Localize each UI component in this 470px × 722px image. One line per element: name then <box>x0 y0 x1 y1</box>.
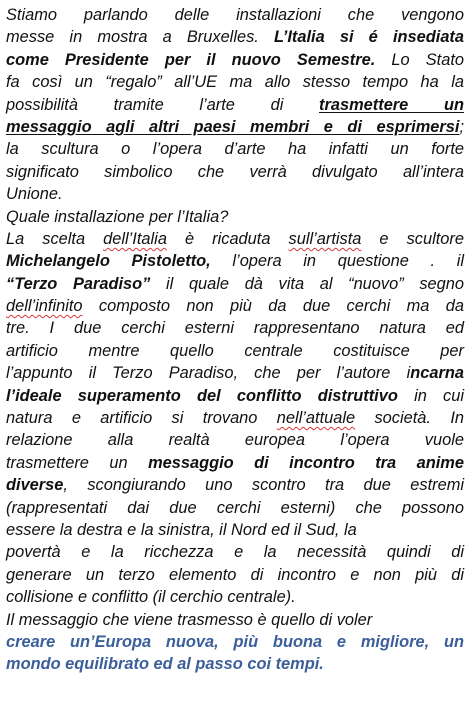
bold-text: diverse <box>6 476 64 495</box>
text-segment: società. In <box>355 409 464 428</box>
text-line <box>6 295 464 317</box>
text-segment: , scongiurando uno scontro tra due estremi <box>63 476 464 495</box>
text-line <box>6 340 464 362</box>
text-segment: artificio mentre quello centrale costituisce per <box>6 341 464 360</box>
text-segment: la scultura o l’opera d’arte ha infatti un forte <box>6 140 464 159</box>
text-segment: Stiamo parlando delle installazioni che vengono <box>6 6 464 24</box>
text-line <box>6 94 464 116</box>
text-line <box>6 138 464 160</box>
text-line <box>6 429 464 451</box>
text-line <box>6 497 464 519</box>
bold-underlined-text: trasmettere un <box>319 95 464 114</box>
text-line <box>6 586 464 608</box>
bold-text: “Terzo Paradiso” <box>6 274 151 293</box>
bold-text: Michelangelo Pistoletto, <box>6 252 211 271</box>
text-line <box>6 474 464 496</box>
text-line <box>6 541 464 563</box>
bold-text: come Presidente per il nuovo Semestre. <box>6 50 376 69</box>
text-segment: l’appunto il Terzo Paradiso, che per l’autore i <box>6 364 411 383</box>
text-line <box>6 250 464 272</box>
spellcheck-flagged-word: dell’Italia <box>103 229 167 248</box>
bold-text: messaggio di incontro tra anime <box>148 453 464 472</box>
text-segment: ; <box>459 117 465 136</box>
text-line <box>6 564 464 586</box>
text-segment: fa così un “regalo” all’UE ma allo stesso tempo ha la <box>6 73 464 92</box>
text-segment: e scultore <box>361 229 464 248</box>
highlighted-conclusion: mondo equilibrato ed al passo coi tempi. <box>6 655 324 674</box>
text-line <box>6 407 464 429</box>
text-segment: in cui <box>397 386 464 405</box>
text-line <box>6 49 464 71</box>
text-segment: Il messaggio che viene trasmesso è quello di voler <box>6 610 373 629</box>
bold-underlined-text: messaggio agli altri paesi membri e di esprimersi <box>6 117 460 136</box>
text-line <box>6 273 464 295</box>
text-segment: collisione e conflitto (il cerchio centrale). <box>6 588 296 607</box>
text-segment: (rappresentati dai due cerchi esterni) che possono <box>6 498 464 517</box>
text-line <box>6 71 464 93</box>
text-segment: Unione. <box>6 185 63 204</box>
spellcheck-flagged-word: sull’artista <box>288 229 362 248</box>
highlighted-conclusion: creare un’Europa nuova, più buona e migliore, un <box>6 632 464 651</box>
text-segment: Lo Stato <box>375 50 464 69</box>
text-segment: relazione alla realtà europea l’opera vuole <box>6 431 464 450</box>
text-segment: trasmettere un <box>6 453 149 472</box>
article-body <box>6 4 464 676</box>
text-segment: il quale dà vita al “nuovo” segno <box>150 274 464 293</box>
text-line <box>6 26 464 48</box>
text-segment: essere la destra e la sinistra, il Nord ed il Sud, la <box>6 520 357 539</box>
text-segment: possibilità tramite l’arte di <box>6 95 320 114</box>
text-segment: povertà e la ricchezza e la necessità quindi di <box>6 543 464 562</box>
text-line <box>6 183 464 205</box>
text-segment: è ricaduta <box>166 229 289 248</box>
highlight-line <box>6 653 464 675</box>
text-segment: tre. I due cerchi esterni rappresentano natura ed <box>6 319 464 338</box>
bold-text: l’ideale superamento del conflitto distruttivo <box>6 386 398 405</box>
spellcheck-flagged-word: dell’infinito <box>6 297 83 316</box>
text-segment: natura e artificio si trovano <box>6 409 277 428</box>
text-segment: significato simbolico che verrà divulgato all’intera <box>6 162 464 181</box>
text-segment: La scelta <box>6 229 104 248</box>
text-segment: generare un terzo elemento di incontro e non più di <box>6 565 464 584</box>
section-question <box>6 206 464 228</box>
bold-text: L’Italia si é insediata <box>274 28 465 47</box>
text-line <box>6 609 464 631</box>
text-segment: l’opera in questione . il <box>210 252 464 271</box>
text-line <box>6 452 464 474</box>
text-line <box>6 362 464 384</box>
text-segment: messe in mostra a Bruxelles. <box>6 28 274 47</box>
highlight-line <box>6 631 464 653</box>
text-line <box>6 519 464 541</box>
text-segment: Quale installazione per l’Italia? <box>6 207 229 226</box>
text-line <box>6 317 464 339</box>
spellcheck-flagged-word: nell’attuale <box>276 409 356 428</box>
text-line <box>6 228 464 250</box>
bold-text: ncarna <box>410 364 464 383</box>
text-line <box>6 116 464 138</box>
text-line <box>6 385 464 407</box>
text-line <box>6 161 464 183</box>
text-line <box>6 4 464 26</box>
text-segment: composto non più da due cerchi ma da <box>82 297 464 316</box>
